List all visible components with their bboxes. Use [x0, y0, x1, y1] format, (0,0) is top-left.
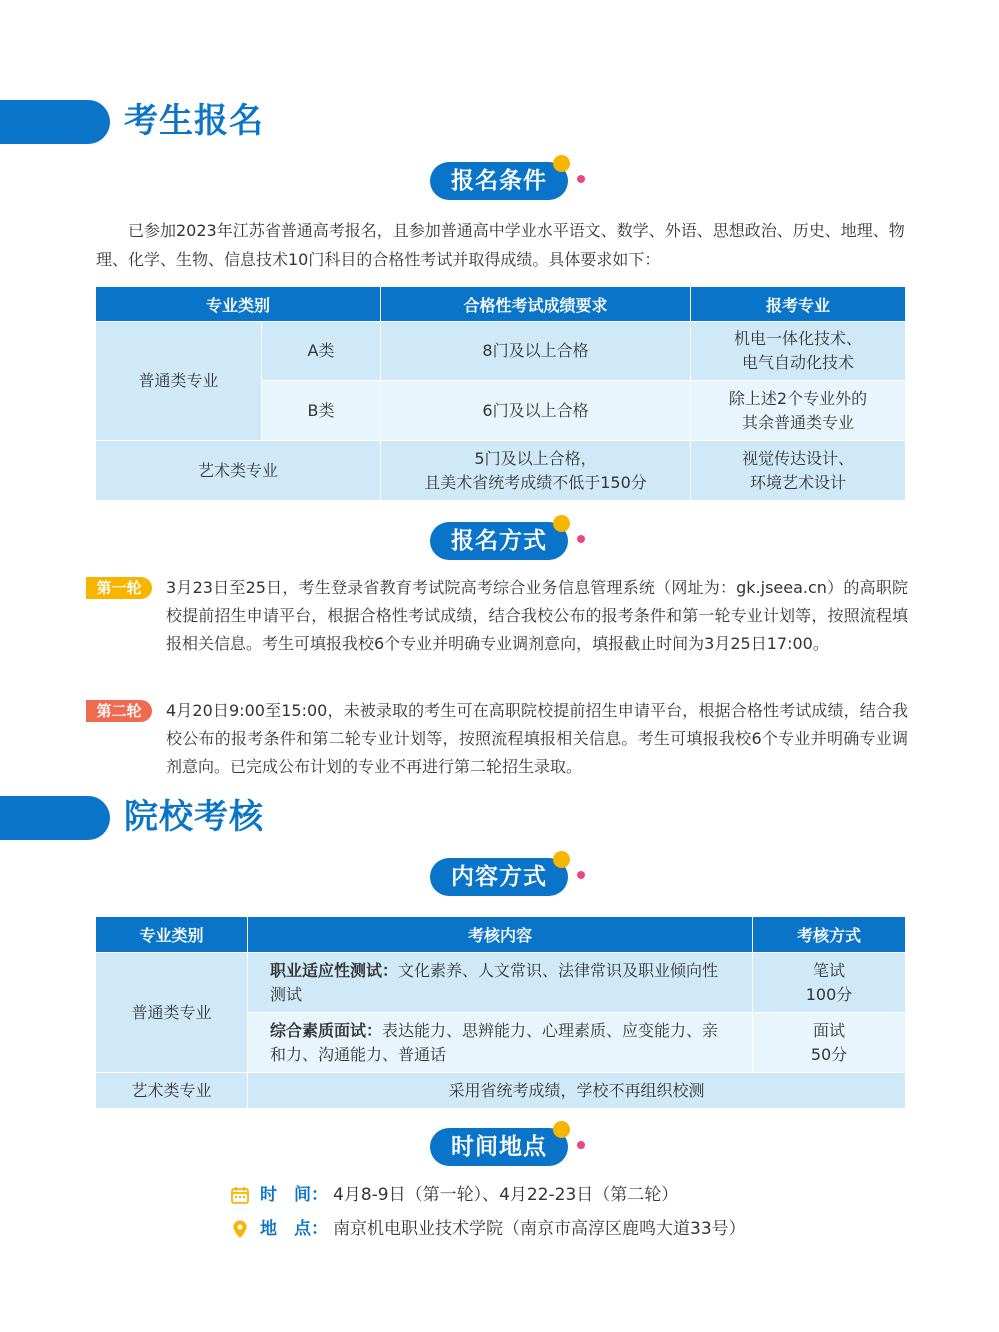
header-requirement: 合格性考试成绩要求 [381, 287, 691, 322]
method-written [753, 953, 906, 1013]
header-category: 专业类别 [96, 917, 248, 953]
round1-badge: 第一轮 [86, 577, 152, 599]
method-line: 100分 [805, 984, 853, 1004]
yellow-dot-decor [553, 155, 570, 172]
pill-conditions [430, 162, 590, 204]
table-row [96, 953, 906, 1013]
subcategory-b: B类 [262, 381, 381, 441]
pill-label: 报名条件 [430, 162, 568, 200]
round2-text: 4月20日9:00至15:00，未被录取的考生可在高职院校提前招生申请平台，根据合格性考试成绩，结合我校公布的报考条件和第二轮专业计划等，按照流程填报相关信息。考生可填报我校6个专业并明确专业调剂意向。已完成公布计划的专业不再进行第二轮招生录取。 [166, 701, 908, 776]
requirement-art [381, 441, 691, 501]
subcategory-a: A类 [262, 322, 381, 381]
category-art: 艺术类专业 [96, 441, 381, 501]
round2-badge: 第二轮 [86, 700, 152, 722]
pink-dot-decor [577, 175, 585, 183]
method-line: 笔试 [812, 960, 845, 980]
pink-dot-decor [577, 535, 585, 543]
section-header-registration [0, 100, 420, 144]
pill-label: 时间地点 [430, 1128, 568, 1166]
content-interview [248, 1013, 753, 1073]
content-detail: 文化素养、人文常识、法律常识及职业倾向性测试 [270, 960, 719, 1004]
category-general: 普通类专业 [96, 953, 248, 1073]
table-header-row [96, 917, 906, 953]
requirement-line: 且美术省统考成绩不低于150分 [424, 472, 647, 492]
requirement-a: 8门及以上合格 [381, 322, 691, 381]
assessment-table [95, 916, 906, 1109]
section-header-assessment [0, 796, 420, 840]
table-row [96, 441, 906, 501]
section-bar [0, 796, 110, 840]
location-pin-icon [230, 1219, 250, 1239]
majors-art [691, 441, 906, 501]
conditions-intro: 已参加2023年江苏省普通高考报名，且参加普通高中学业水平语文、数学、外语、思想政治、历史、地理、物理、化学、生物、信息技术10门科目的合格性考试并取得成绩。具体要求如下： [96, 221, 905, 269]
pink-dot-decor [577, 1141, 585, 1149]
major-line: 电气自动化技术 [742, 353, 855, 372]
pill-label: 内容方式 [430, 858, 568, 896]
major-line: 视觉传达设计、 [742, 448, 855, 468]
content-title: 综合素质面试： [270, 1020, 383, 1040]
category-art: 艺术类专业 [96, 1073, 248, 1109]
section-title: 考生报名 [124, 101, 264, 141]
category-general: 普通类专业 [96, 322, 262, 441]
table-row [96, 1073, 906, 1109]
header-major: 报考专业 [691, 287, 906, 322]
pill-time-place [430, 1128, 590, 1170]
header-category: 专业类别 [96, 287, 381, 322]
place-label: 地 点： [260, 1219, 328, 1239]
method-line: 面试 [812, 1020, 845, 1040]
round1-text: 3月23日至25日，考生登录省教育考试院高考综合业务信息管理系统（网址为：gk.jseea.cn）的高职院校提前招生申请平台，根据合格性考试成绩，结合我校公布的报考条件和第一轮专业计划等，按照流程填报相关信息。考生可填报我校6个专业并明确专业调剂意向，填报截止时间为3月25日17:00。 [166, 578, 908, 653]
yellow-dot-decor [553, 515, 570, 532]
time-label: 时 间： [260, 1185, 328, 1205]
requirement-line: 5门及以上合格， [474, 448, 597, 468]
content-art: 采用省统考成绩，学校不再组织校测 [248, 1073, 906, 1109]
section-bar [0, 100, 110, 144]
requirement-b: 6门及以上合格 [381, 381, 691, 441]
table-header-row [96, 287, 906, 322]
major-line: 除上述2个专业外的 [728, 388, 868, 408]
conditions-table [95, 286, 906, 501]
major-line: 环境艺术设计 [750, 472, 847, 492]
major-line: 其余普通类专业 [742, 412, 855, 432]
method-interview [753, 1013, 906, 1073]
content-detail: 表达能力、思辨能力、心理素质、应变能力、亲和力、沟通能力、普通话 [270, 1020, 719, 1064]
pill-method [430, 522, 590, 564]
section-title: 院校考核 [124, 797, 264, 837]
pill-content [430, 858, 590, 900]
major-line: 机电一体化技术、 [734, 329, 863, 348]
content-title: 职业适应性测试： [270, 960, 399, 980]
pink-dot-decor [577, 871, 585, 879]
pill-label: 报名方式 [430, 522, 568, 560]
yellow-dot-decor [553, 1121, 570, 1138]
method-line: 50分 [810, 1044, 848, 1064]
table-row [96, 322, 906, 381]
yellow-dot-decor [553, 851, 570, 868]
header-content: 考核内容 [248, 917, 753, 953]
header-method: 考核方式 [753, 917, 906, 953]
content-aptitude [248, 953, 753, 1013]
place-value: 南京机电职业技术学院（南京市高淳区鹿鸣大道33号） [333, 1219, 746, 1239]
time-value: 4月8-9日（第一轮）、4月22-23日（第二轮） [333, 1185, 679, 1205]
calendar-icon [230, 1185, 250, 1205]
majors-b [691, 381, 906, 441]
majors-a [691, 322, 906, 381]
